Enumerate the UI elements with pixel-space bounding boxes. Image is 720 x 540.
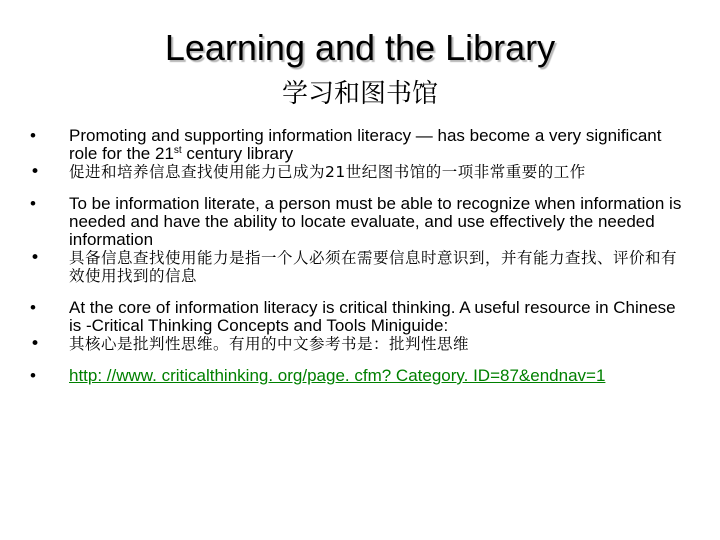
ordinal-suffix: st	[173, 145, 182, 156]
bullet-item-3-en	[30, 299, 682, 335]
slide-subtitle: 学习和图书馆	[281, 79, 438, 109]
bullet-item-2-zh	[30, 249, 682, 285]
critical-thinking-link[interactable]: http: //www. criticalthinking. org/page. cfm? Category. ID=87&endnav=1	[69, 366, 606, 385]
bullet-list	[30, 127, 682, 385]
bullet-icon: •	[30, 194, 36, 213]
bullet-icon: •	[30, 126, 36, 145]
bullet-text-end: century library	[181, 144, 294, 163]
bullet-item-2-en	[30, 195, 682, 249]
bullet-item-4-link	[30, 367, 682, 385]
bullet-text: 其核心是批判性思维。有用的中文参考书是：批判性思维	[69, 335, 470, 353]
bullet-text: At the core of information literacy is critical thinking. A useful resource in Chinese is -Critical Thinking Concepts and Tools Miniguide:	[69, 298, 676, 335]
bullet-icon: •	[30, 248, 41, 268]
bullet-icon: •	[30, 162, 41, 182]
bullet-item-1-zh	[30, 163, 682, 181]
bullet-text: 促进和培养信息查找使用能力已成为21世纪图书馆的一项非常重要的工作	[69, 163, 586, 181]
bullet-text: Promoting and supporting information literacy — has become a very significant role for the 21	[69, 126, 662, 163]
bullet-icon: •	[30, 334, 41, 354]
bullet-item-1-en	[30, 127, 682, 163]
bullet-text: 具备信息查找使用能力是指一个人必须在需要信息时意识到，并有能力查找、评价和有效使用找到的信息	[69, 249, 678, 285]
bullet-item-3-zh	[30, 335, 682, 353]
slide-title: Learning and the Library	[164, 27, 556, 68]
bullet-icon: •	[30, 366, 36, 385]
bullet-icon: •	[30, 298, 36, 317]
bullet-text: To be information literate, a person must be able to recognize when information is needed and have the ability to locate evaluate, and use effectively the needed information	[69, 194, 682, 249]
